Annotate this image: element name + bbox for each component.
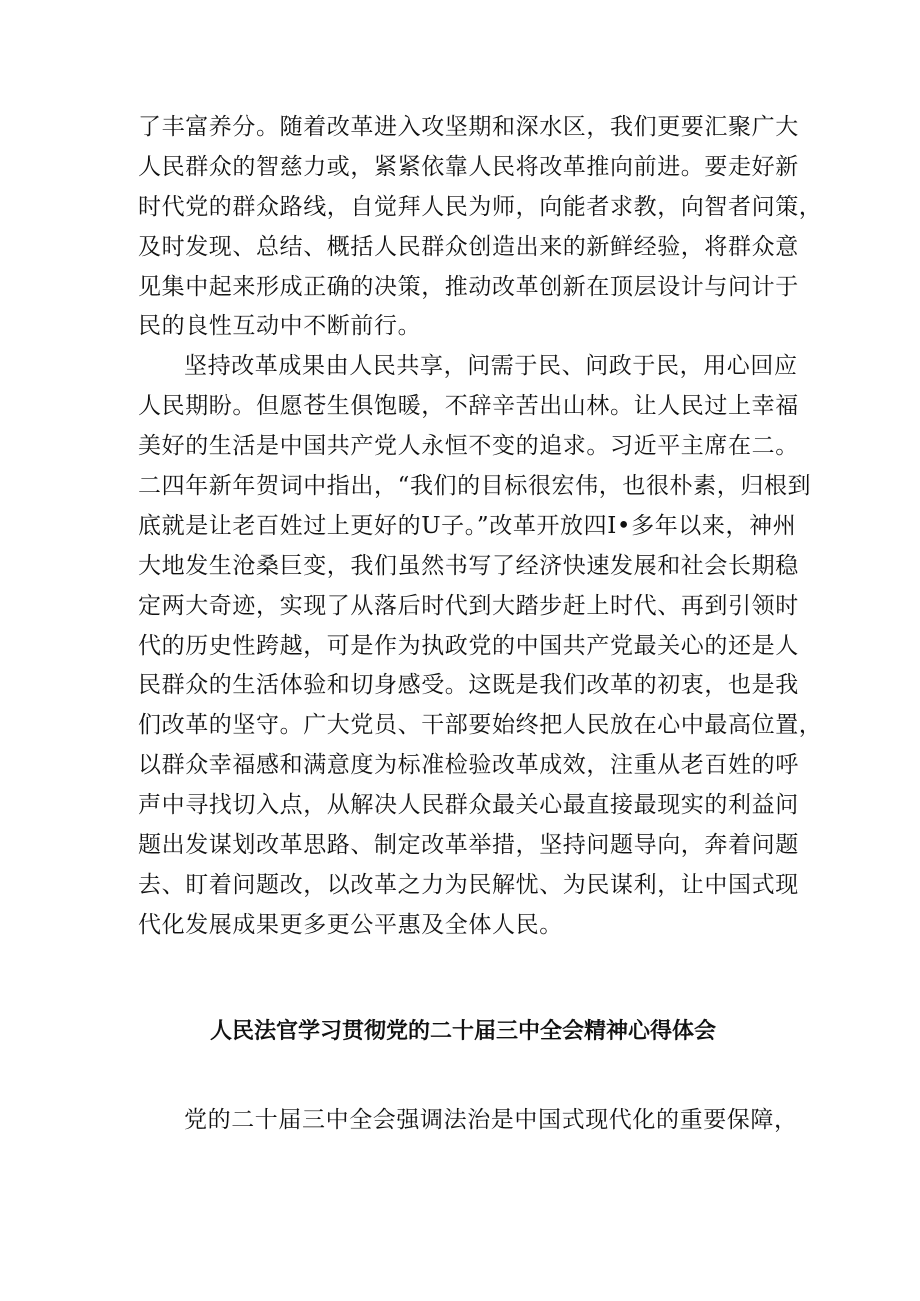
text-line: 们改革的坚守。广大党员、干部要始终把人民放在心中最高位置，	[138, 712, 823, 739]
text-line: 见集中起来形成正确的决策，推动改革创新在顶层设计与问计于	[138, 273, 799, 300]
text-line: 去、盯着问题改，以改革之力为民解忧、为民谋利，让中国式现	[138, 871, 799, 898]
text-line: 底就是让老百姓过上更好的U子。”改革开放四I•多年以来，神州	[138, 512, 797, 539]
text-line: 人民期盼。但愿苍生俱饱暖，不辞辛苦出山林。让人民过上幸福	[138, 393, 799, 420]
text-line: 及时发现、总结、概括人民群众创造出来的新鲜经验，将群众意	[138, 233, 799, 260]
text-line: 了丰富养分。随着改革进入攻坚期和深水区，我们更要汇聚广大	[138, 114, 799, 140]
document-body	[138, 108, 823, 946]
text-line: 时代党的群众路线，自觉拜人民为师，向能者求教，向智者问策，	[138, 193, 823, 220]
section-heading: 人民法官学习贯彻党的二十届三中全会精神心得体会	[209, 1019, 716, 1044]
text-line: 坚持改革成果由人民共享，问需于民、问政于民，用心回应	[184, 353, 798, 380]
text-line: 美好的生活是中国共产党人永恒不变的追求。习近平主席在二。	[138, 433, 799, 460]
paragraph-1	[138, 108, 823, 347]
text-line: 民群众的生活体验和切身感受。这既是我们改革的初衷，也是我	[138, 672, 799, 699]
text-line: 党的二十届三中全会强调法治是中国式现代化的重要保障，	[184, 1107, 798, 1133]
text-line: 代化发展成果更多更公平惠及全体人民。	[138, 911, 563, 938]
text-line: 人民群众的智慈力或，紧紧依靠人民将改革推向前进。要走好新	[138, 153, 799, 180]
text-line: 声中寻找切入点，从解决人民群众最关心最直接最现实的利益问	[138, 792, 799, 819]
text-line: 代的历史性跨越，可是作为执政党的中国共产党最关心的还是人	[138, 632, 799, 659]
text-line: 民的良性互动中不断前行。	[138, 313, 422, 340]
paragraph-3	[138, 1101, 798, 1141]
text-line: 以群众幸福感和满意度为标准检验改革成效，注重从老百姓的呼	[138, 752, 799, 779]
text-line: 定两大奇迹，实现了从落后时代到大踏步赶上时代、再到引领时	[138, 592, 799, 619]
text-line: 大地发生沧桑巨变，我们虽然书写了经济快速发展和社会长期稳	[138, 552, 799, 579]
text-line: 二四年新年贺词中指出，“我们的目标很宏伟，也很朴素，归根到	[138, 473, 812, 500]
paragraph-2	[138, 347, 823, 945]
text-line: 题出发谋划改革思路、制定改革举措，坚持问题导向，奔着问题	[138, 832, 799, 859]
